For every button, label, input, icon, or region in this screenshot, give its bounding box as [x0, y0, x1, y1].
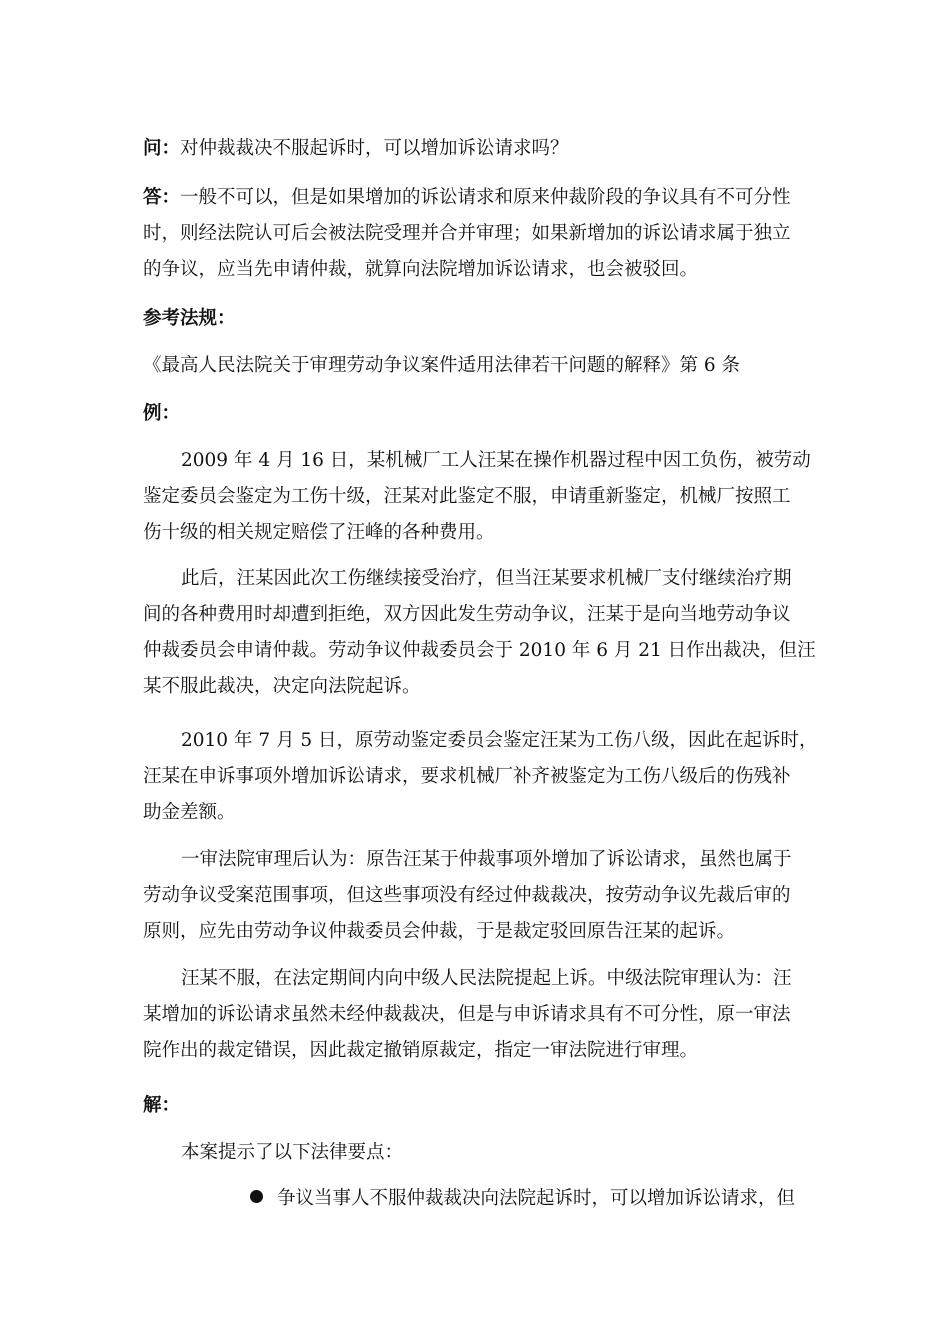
example-p5-line-2: 某增加的诉讼请求虽然未经仲裁裁决，但是与申诉请求具有不可分性，原一审法 — [143, 1004, 791, 1025]
question-text: 对仲裁裁决不服起诉时，可以增加诉讼请求吗？ — [180, 138, 569, 159]
example-p3-line-3: 助金差额。 — [143, 802, 236, 823]
question-label: 问： — [143, 138, 181, 159]
list-item — [250, 1185, 795, 1213]
example-p4-line-2: 劳动争议受案范围事项，但这些事项没有经过仲裁裁决，按劳动争议先裁后审的 — [143, 885, 791, 906]
example-p1-line-3: 伤十级的相关规定赔偿了汪峰的各种费用。 — [143, 522, 495, 543]
example-heading: 例： — [143, 403, 181, 424]
reference-text: 《最高人民法院关于审理劳动争议案件适用法律若干问题的解释》第 6 条 — [143, 355, 741, 376]
example-p5-line-1: 汪某不服，在法定期间内向中级人民法院提起上诉。中级法院审理认为：汪 — [181, 968, 792, 989]
example-p2-line-4: 某不服此裁决，决定向法院起诉。 — [143, 676, 421, 697]
example-p3-line-1: 2010 年 7 月 5 日，原劳动鉴定委员会鉴定汪某为工伤八级，因此在起诉时， — [181, 730, 818, 751]
example-p4-line-1: 一审法院审理后认为：原告汪某于仲裁事项外增加了诉讼请求，虽然也属于 — [181, 849, 792, 870]
reference-heading: 参考法规： — [143, 308, 236, 329]
example-p1-line-2: 鉴定委员会鉴定为工伤十级，汪某对此鉴定不服，申请重新鉴定，机械厂按照工 — [143, 486, 791, 507]
question — [143, 135, 569, 163]
answer-line-2: 时，则经法院认可后会被法院受理并合并审理；如果新增加的诉讼请求属于独立 — [143, 223, 791, 244]
example-p2-line-1: 此后，汪某因此次工伤继续接受治疗，但当汪某要求机械厂支付继续治疗期 — [181, 568, 792, 589]
example-p5-line-3: 院作出的裁定错误，因此裁定撤销原裁定，指定一审法院进行审理。 — [143, 1040, 699, 1061]
example-p3-line-2: 汪某在申诉事项外增加诉讼请求，要求机械厂补齐被鉴定为工伤八级后的伤残补 — [143, 766, 791, 787]
bullet-text: 争议当事人不服仲裁裁决向法院起诉时，可以增加诉讼请求，但 — [277, 1188, 796, 1209]
answer-line-3: 的争议，应当先申请仲裁，就算向法院增加诉讼请求，也会被驳回。 — [143, 259, 699, 280]
example-p4-line-3: 原则，应先由劳动争议仲裁委员会仲裁，于是裁定驳回原告汪某的起诉。 — [143, 921, 736, 942]
example-p1-line-1: 2009 年 4 月 16 日，某机械厂工人汪某在操作机器过程中因工负伤，被劳动 — [181, 450, 811, 471]
answer-label: 答： — [143, 187, 181, 208]
analysis-heading: 解： — [143, 1095, 181, 1116]
analysis-intro: 本案提示了以下法律要点： — [181, 1142, 404, 1163]
bullet-icon — [250, 1190, 263, 1203]
example-p2-line-2: 间的各种费用时却遭到拒绝，双方因此发生劳动争议，汪某于是向当地劳动争议 — [143, 604, 791, 625]
answer-line-1: 答：一般不可以，但是如果增加的诉讼请求和原来仲裁阶段的争议具有不可分性 — [143, 187, 791, 208]
example-p2-line-3: 仲裁委员会申请仲裁。劳动争议仲裁委员会于 2010 年 6 月 21 日作出裁决，但汪 — [143, 640, 816, 661]
